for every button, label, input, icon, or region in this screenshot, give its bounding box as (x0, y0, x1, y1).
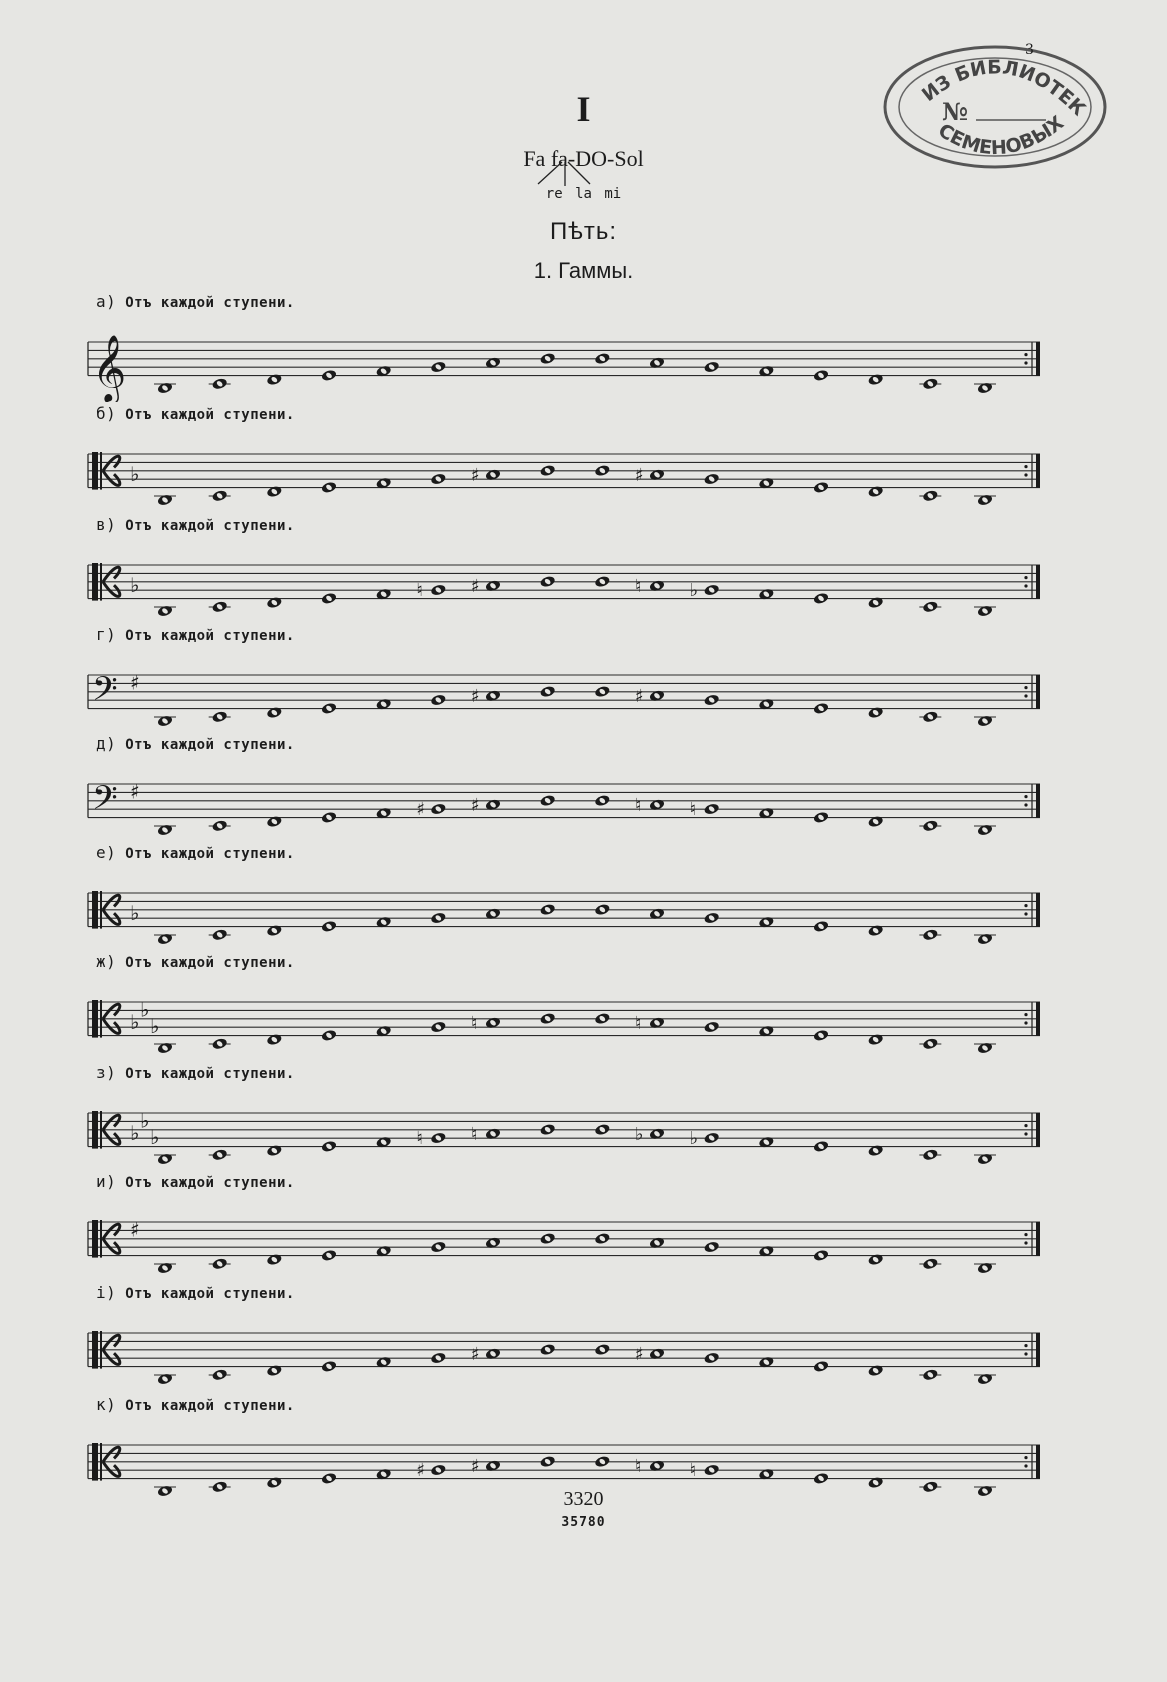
sharp-icon: ♯ (130, 670, 140, 695)
stamp-bottom-text: СЕМЕНОВЫХ (934, 111, 1068, 160)
whole-note (594, 352, 611, 365)
solmization-top: Fa fa-DO-Sol (523, 146, 644, 171)
whole-note (594, 575, 611, 588)
flat-icon: ♭ (130, 1121, 140, 1145)
whole-note (539, 1012, 556, 1025)
whole-note (157, 932, 174, 945)
whole-note (266, 924, 283, 937)
exercise-instruction: Отъ каждой ступени. (125, 955, 295, 971)
flat-icon: ♭ (689, 1128, 699, 1149)
whole-note (266, 485, 283, 498)
whole-note (977, 381, 994, 394)
whole-note (266, 373, 283, 386)
whole-note (157, 493, 174, 506)
repeat-dot (1024, 353, 1027, 356)
barline-thick (1036, 1113, 1040, 1147)
whole-note (430, 1463, 447, 1476)
exercise-system (0, 734, 1167, 844)
catalog-number: 35780 (561, 1515, 606, 1530)
whole-note (813, 811, 830, 824)
exercise-instruction: Отъ каждой ступени. (125, 518, 295, 534)
exercise-letter: г) (96, 625, 117, 644)
plate-number: 3320 (563, 1488, 604, 1510)
whole-note (977, 714, 994, 727)
whole-note (321, 1472, 338, 1485)
sharp-icon: ♯ (471, 794, 480, 816)
whole-note (703, 1463, 720, 1476)
natural-icon: ♮ (689, 1460, 697, 1481)
whole-note (703, 911, 720, 924)
whole-note (321, 481, 338, 494)
whole-note (430, 911, 447, 924)
exercise-letter: е) (96, 843, 117, 862)
exercise-instruction: Отъ каждой ступени. (125, 846, 295, 862)
whole-note (977, 1261, 994, 1274)
whole-note (977, 823, 994, 836)
repeat-dot (1024, 803, 1027, 806)
whole-note (867, 1033, 884, 1046)
repeat-dot (1024, 795, 1027, 798)
whole-note (211, 819, 228, 832)
whole-note (703, 1020, 720, 1033)
exercise-system (0, 625, 1167, 735)
treble-clef-icon: 𝄞 (92, 333, 127, 402)
exercise-instruction: Отъ каждой ступени. (125, 737, 295, 753)
exercise-instruction: Отъ каждой ступени. (125, 1175, 295, 1191)
whole-note (211, 600, 228, 613)
whole-note (922, 710, 939, 723)
whole-note (539, 352, 556, 365)
whole-note (430, 1131, 447, 1144)
staff (0, 418, 1167, 514)
whole-note (867, 1253, 884, 1266)
repeat-dot (1024, 694, 1027, 697)
repeat-dot (1024, 1132, 1027, 1135)
whole-note (539, 575, 556, 588)
staff (0, 529, 1167, 625)
whole-note (703, 693, 720, 706)
whole-note (813, 592, 830, 605)
whole-note (703, 583, 720, 596)
sharp-icon: ♯ (471, 575, 480, 597)
whole-note (539, 1123, 556, 1136)
barline-thick (1036, 675, 1040, 709)
section-title: 1. Гаммы. (533, 258, 634, 283)
whole-note (321, 1360, 338, 1373)
exercise-instruction: Отъ каждой ступени. (125, 1398, 295, 1414)
natural-icon: ♮ (635, 1012, 642, 1034)
exercise-system (0, 843, 1167, 953)
whole-note (594, 1012, 611, 1025)
whole-note (157, 1261, 174, 1274)
whole-note (594, 464, 611, 477)
whole-note (211, 489, 228, 502)
staff (0, 306, 1167, 402)
whole-note (539, 685, 556, 698)
exercise-system (0, 1172, 1167, 1282)
whole-note (594, 1123, 611, 1136)
exercise-letter: к) (96, 1395, 117, 1414)
exercise-letter: i) (96, 1283, 117, 1302)
staff (0, 966, 1167, 1062)
sharp-icon: ♯ (635, 464, 644, 486)
whole-note (539, 903, 556, 916)
repeat-dot (1024, 1241, 1027, 1244)
whole-note (594, 903, 611, 916)
whole-note (539, 464, 556, 477)
whole-note (430, 802, 447, 815)
whole-note (703, 472, 720, 485)
barline-thick (1036, 565, 1040, 599)
sharp-icon: ♯ (471, 464, 480, 486)
repeat-dot (1024, 912, 1027, 915)
whole-note (266, 1144, 283, 1157)
whole-note (157, 604, 174, 617)
whole-note (539, 1343, 556, 1356)
whole-note (703, 360, 720, 373)
page-number: 3 (1025, 42, 1034, 58)
sharp-icon: ♯ (471, 1455, 480, 1477)
whole-note (867, 596, 884, 609)
whole-note (321, 592, 338, 605)
whole-note (867, 485, 884, 498)
whole-note (977, 493, 994, 506)
whole-note (922, 1037, 939, 1050)
flat-icon: ♭ (130, 573, 140, 597)
exercise-letter: а) (96, 292, 117, 311)
whole-note (813, 1360, 830, 1373)
bass-clef-icon: 𝄢 (92, 779, 118, 826)
natural-icon: ♮ (471, 1012, 478, 1034)
whole-note (703, 1240, 720, 1253)
whole-note (211, 1257, 228, 1270)
repeat-dot (1024, 576, 1027, 579)
exercise-letter: б) (96, 404, 117, 423)
barline-thick (1036, 784, 1040, 818)
whole-note (813, 481, 830, 494)
staff (0, 748, 1167, 844)
whole-note (703, 1351, 720, 1364)
exercise-letter: и) (96, 1172, 117, 1191)
whole-note (813, 369, 830, 382)
whole-note (211, 1037, 228, 1050)
flat-icon: ♭ (150, 1125, 160, 1150)
whole-note (977, 1372, 994, 1385)
flat-icon: ♭ (140, 1108, 150, 1133)
repeat-dot (1024, 904, 1027, 907)
exercise-letter: в) (96, 515, 117, 534)
exercise-system (0, 292, 1167, 402)
whole-note (266, 706, 283, 719)
whole-note (594, 1343, 611, 1356)
whole-note (813, 702, 830, 715)
whole-note (813, 1029, 830, 1042)
whole-note (321, 920, 338, 933)
whole-note (922, 1257, 939, 1270)
exercise-instruction: Отъ каждой ступени. (125, 295, 295, 311)
whole-note (211, 1148, 228, 1161)
flat-icon: ♭ (130, 462, 140, 486)
exercise-instruction: Отъ каждой ступени. (125, 1286, 295, 1302)
flat-icon: ♭ (140, 997, 150, 1022)
repeat-dot (1024, 686, 1027, 689)
whole-note (157, 1372, 174, 1385)
whole-note (594, 1232, 611, 1245)
stamp-number-sign: № (942, 97, 969, 126)
repeat-dot (1024, 1021, 1027, 1024)
whole-note (922, 1148, 939, 1161)
natural-icon: ♮ (635, 575, 642, 597)
whole-note (867, 815, 884, 828)
whole-note (867, 1364, 884, 1377)
barline-thick (1036, 1222, 1040, 1256)
staff (0, 639, 1167, 735)
whole-note (594, 794, 611, 807)
whole-note (594, 1455, 611, 1468)
part-number: I (576, 89, 591, 129)
whole-note (539, 1455, 556, 1468)
exercise-letter: з) (96, 1063, 117, 1082)
instruction-heading: Пѣть: (549, 218, 618, 245)
whole-note (813, 1472, 830, 1485)
natural-icon: ♮ (416, 580, 423, 601)
repeat-dot (1024, 1344, 1027, 1347)
exercise-letter: д) (96, 734, 117, 753)
whole-note (266, 596, 283, 609)
sharp-icon: ♯ (130, 1217, 140, 1242)
flat-icon: ♭ (130, 1010, 140, 1034)
sharp-icon: ♯ (130, 779, 140, 804)
whole-note (703, 1131, 720, 1144)
whole-note (703, 802, 720, 815)
whole-note (430, 583, 447, 596)
whole-note (867, 706, 884, 719)
whole-note (813, 1249, 830, 1262)
exercise-instruction: Отъ каждой ступени. (125, 1066, 295, 1082)
whole-note (430, 1020, 447, 1033)
whole-note (266, 1364, 283, 1377)
whole-note (157, 1041, 174, 1054)
natural-icon: ♮ (689, 799, 697, 820)
whole-note (430, 693, 447, 706)
exercise-system (0, 1283, 1167, 1393)
whole-note (594, 685, 611, 698)
staff (0, 1186, 1167, 1282)
natural-icon: ♮ (416, 1128, 423, 1149)
barline-thick (1036, 454, 1040, 488)
sharp-icon: ♯ (416, 1460, 426, 1481)
whole-note (430, 1351, 447, 1364)
solmization-bottom: re la mi (545, 186, 622, 202)
whole-note (922, 489, 939, 502)
exercise-system (0, 952, 1167, 1062)
barline-thick (1036, 1333, 1040, 1367)
whole-note (430, 472, 447, 485)
barline-thick (1036, 1445, 1040, 1479)
exercise-system (0, 515, 1167, 625)
whole-note (867, 373, 884, 386)
exercise-letter: ж) (96, 952, 117, 971)
whole-note (867, 1144, 884, 1157)
staff (0, 1297, 1167, 1393)
whole-note (430, 1240, 447, 1253)
repeat-dot (1024, 584, 1027, 587)
sharp-icon: ♯ (471, 685, 480, 707)
whole-note (321, 1140, 338, 1153)
sharp-icon: ♯ (416, 799, 426, 820)
whole-note (321, 811, 338, 824)
whole-note (977, 1152, 994, 1165)
natural-icon: ♮ (471, 1123, 478, 1145)
repeat-dot (1024, 1124, 1027, 1127)
flat-icon: ♭ (689, 580, 699, 601)
flat-icon: ♭ (150, 1014, 160, 1039)
barline-thick (1036, 893, 1040, 927)
flat-icon: ♭ (130, 901, 140, 925)
barline-thick (1036, 342, 1040, 376)
whole-note (266, 1033, 283, 1046)
whole-note (211, 928, 228, 941)
whole-note (321, 702, 338, 715)
whole-note (321, 1029, 338, 1042)
whole-note (157, 1152, 174, 1165)
whole-note (539, 794, 556, 807)
whole-note (157, 714, 174, 727)
exercise-instruction: Отъ каждой ступени. (125, 407, 295, 423)
barline-thick (1036, 1002, 1040, 1036)
whole-note (157, 381, 174, 394)
whole-note (922, 377, 939, 390)
whole-note (211, 377, 228, 390)
staff (0, 857, 1167, 953)
whole-note (977, 604, 994, 617)
sharp-icon: ♯ (471, 1343, 480, 1365)
whole-note (266, 815, 283, 828)
whole-note (266, 1253, 283, 1266)
natural-icon: ♮ (635, 1455, 642, 1477)
whole-note (813, 920, 830, 933)
repeat-dot (1024, 1233, 1027, 1236)
repeat-dot (1024, 1352, 1027, 1355)
whole-note (539, 1232, 556, 1245)
whole-note (922, 819, 939, 832)
whole-note (430, 360, 447, 373)
exercise-instruction: Отъ каждой ступени. (125, 628, 295, 644)
whole-note (813, 1140, 830, 1153)
whole-note (922, 1368, 939, 1381)
sharp-icon: ♯ (635, 1343, 644, 1365)
repeat-dot (1024, 1013, 1027, 1016)
bass-clef-icon: 𝄢 (92, 670, 118, 717)
repeat-dot (1024, 1456, 1027, 1459)
whole-note (922, 600, 939, 613)
whole-note (321, 369, 338, 382)
staff (0, 1077, 1167, 1173)
whole-note (211, 1368, 228, 1381)
whole-note (977, 932, 994, 945)
repeat-dot (1024, 473, 1027, 476)
natural-icon: ♮ (635, 794, 642, 816)
repeat-dot (1024, 465, 1027, 468)
sharp-icon: ♯ (635, 685, 644, 707)
whole-note (321, 1249, 338, 1262)
whole-note (922, 928, 939, 941)
whole-note (211, 710, 228, 723)
repeat-dot (1024, 361, 1027, 364)
whole-note (157, 823, 174, 836)
exercise-system (0, 1063, 1167, 1173)
exercise-system (0, 404, 1167, 514)
whole-note (977, 1041, 994, 1054)
repeat-dot (1024, 1464, 1027, 1467)
flat-icon: ♭ (635, 1123, 644, 1145)
whole-note (867, 924, 884, 937)
stamp-top-text: ИЗ БИБЛИОТЕК (917, 56, 1090, 121)
